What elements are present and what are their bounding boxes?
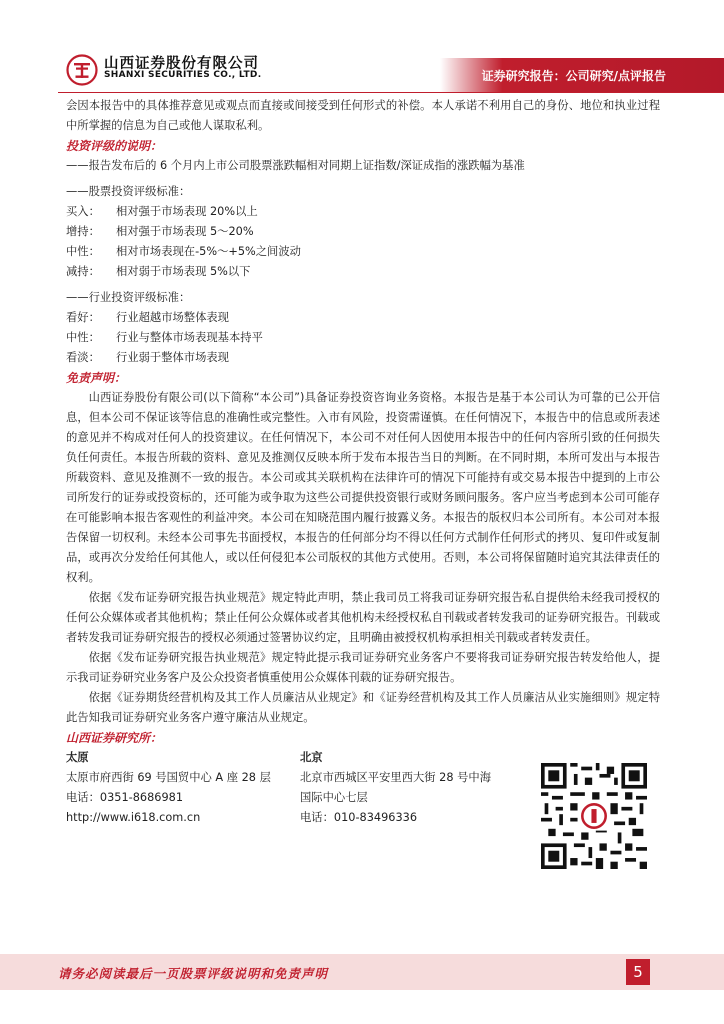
disclaimer-paragraph: 依据《发布证券研究报告执业规范》规定特此提示我司证券研究业务客户不要将我司证券研究报告转发给他人，提示我司证券研究业务客户及公众投资者慎重使用公众媒体刊载的证券研究报告。 xyxy=(66,651,660,684)
address: 太原市府西街 69 号国贸中心 A 座 28 层 xyxy=(66,771,271,784)
rating-key: 看好： xyxy=(66,311,100,324)
beijing-contact xyxy=(300,748,491,828)
main-content xyxy=(66,96,660,828)
stock-rating-row xyxy=(66,262,660,282)
phone: 电话：010-83496336 xyxy=(300,811,418,824)
company-logo-icon xyxy=(66,54,98,86)
phone: 电话：0351-8686981 xyxy=(66,791,184,804)
address: 北京市西城区平安里西大街 28 号中海 xyxy=(300,771,492,784)
industry-rating-row xyxy=(66,348,660,368)
institute-section-title: 山西证券研究所： xyxy=(66,731,163,745)
header-divider xyxy=(58,92,724,93)
company-name-en: SHANXI SECURITIES CO., LTD. xyxy=(104,70,262,80)
rating-value: 行业与整体市场表现基本持平 xyxy=(116,331,263,344)
disclaimer-section-title: 免责声明： xyxy=(66,371,127,385)
company-name-cn: 山西证券股份有限公司 xyxy=(104,56,259,72)
page-number: 5 xyxy=(626,959,650,985)
rating-value: 行业弱于整体市场表现 xyxy=(116,351,229,364)
rating-key: 买入： xyxy=(66,205,100,218)
city-name: 北京 xyxy=(300,751,323,764)
disclaimer-paragraph: 依据《证券期货经营机构及其工作人员廉洁从业规定》和《证券经营机构及其工作人员廉洁从业实施细则》规定特此告知我司证券研究业务客户遵守廉洁从业规定。 xyxy=(66,691,660,724)
stock-rating-row xyxy=(66,202,660,222)
stock-rating-title: ——股票投资评级标准： xyxy=(66,185,191,198)
footer-notice: 请务必阅读最后一页股票评级说明和免责声明 xyxy=(58,966,329,981)
rating-key: 减持： xyxy=(66,265,100,278)
stock-rating-row xyxy=(66,222,660,242)
address-line2: 国际中心七层 xyxy=(300,791,368,804)
rating-value: 相对强于市场表现 20%以上 xyxy=(116,205,258,218)
rating-value: 相对强于市场表现 5～20% xyxy=(116,225,254,238)
page-header xyxy=(0,0,724,92)
rating-section-title: 投资评级的说明： xyxy=(66,139,163,153)
industry-rating-title: ——行业投资评级标准： xyxy=(66,291,191,304)
rating-value: 相对市场表现在-5%～+5%之间波动 xyxy=(116,245,301,258)
disclaimer-paragraph: 山西证券股份有限公司(以下简称“本公司”)具备证券投资咨询业务资格。本报告是基于本公司认为可靠的已公开信息，但本公司不保证该等信息的准确性或完整性。入市有风险，投资需谨慎。在任何情况下，本报告中的信息或所表述的意见并不构成对任何人的投资建议。在任何情况下，本公司不对任何人因使用本报告中的任何内容所引致的任何损失负任何责任。本报告所载的资料、意见及推测仅反映本所于发布本报告当日的判断。在不同时期，本所可发出与本报告所载资料、意见及推测不一致的报告。本公司或其关联机构在法律许可的情况下可能持有或交易本报告中提到的上市公司所发行的证券或投资标的，还可能为或争取为这些公司提供投资银行或财务顾问服务。客户应当考虑到本公司可能存在可能影响本报告客观性的利益冲突。本公司在知晓范围内履行披露义务。本报告的版权归本公司所有。本公司对本报告保留一切权利。未经本公司事先书面授权，本报告的任何部分均不得以任何方式制作任何形式的拷贝、复印件或复制品，或再次分发给任何其他人，或以任何侵犯本公司版权的其他方式使用。否则，本公司将保留随时追究其法律责任的权利。 xyxy=(66,391,660,584)
rating-key: 看淡： xyxy=(66,351,100,364)
intro-paragraph: 会因本报告中的具体推荐意见或观点而直接或间接受到任何形式的补偿。本人承诺不利用自己的身份、地位和执业过程中所掌握的信息为自己或他人谋取私利。 xyxy=(66,99,660,132)
rating-value: 行业超越市场整体表现 xyxy=(116,311,229,324)
stock-rating-row xyxy=(66,242,660,262)
rating-basis: ——报告发布后的 6 个月内上市公司股票涨跌幅相对同期上证指数/深证成指的涨跌幅为基准 xyxy=(66,159,525,172)
city-name: 太原 xyxy=(66,751,89,764)
report-type: 证券研究报告：公司研究/点评报告 xyxy=(481,69,666,83)
rating-key: 中性： xyxy=(66,245,100,258)
industry-rating-row xyxy=(66,308,660,328)
taiyuan-contact xyxy=(66,748,271,828)
rating-key: 增持： xyxy=(66,225,100,238)
industry-rating-row xyxy=(66,328,660,348)
disclaimer-paragraph: 依据《发布证券研究报告执业规范》规定特此声明，禁止我司员工将我司证券研究报告私自提供给未经我司授权的任何公众媒体或者其他机构；禁止任何公众媒体或者其他机构未经授权私自刊载或者转发我司的证券研究报告。刊载或者转发我司证券研究报告的授权必须通过签署协议约定，且明确由被授权机构承担相关刊载或者转发责任。 xyxy=(66,591,660,644)
rating-key: 中性： xyxy=(66,331,100,344)
website-link[interactable]: http://www.i618.com.cn xyxy=(66,811,201,824)
report-type-band xyxy=(440,58,724,92)
rating-value: 相对弱于市场表现 5%以下 xyxy=(116,265,251,278)
qr-code-icon xyxy=(541,763,647,869)
page-footer xyxy=(0,954,724,990)
